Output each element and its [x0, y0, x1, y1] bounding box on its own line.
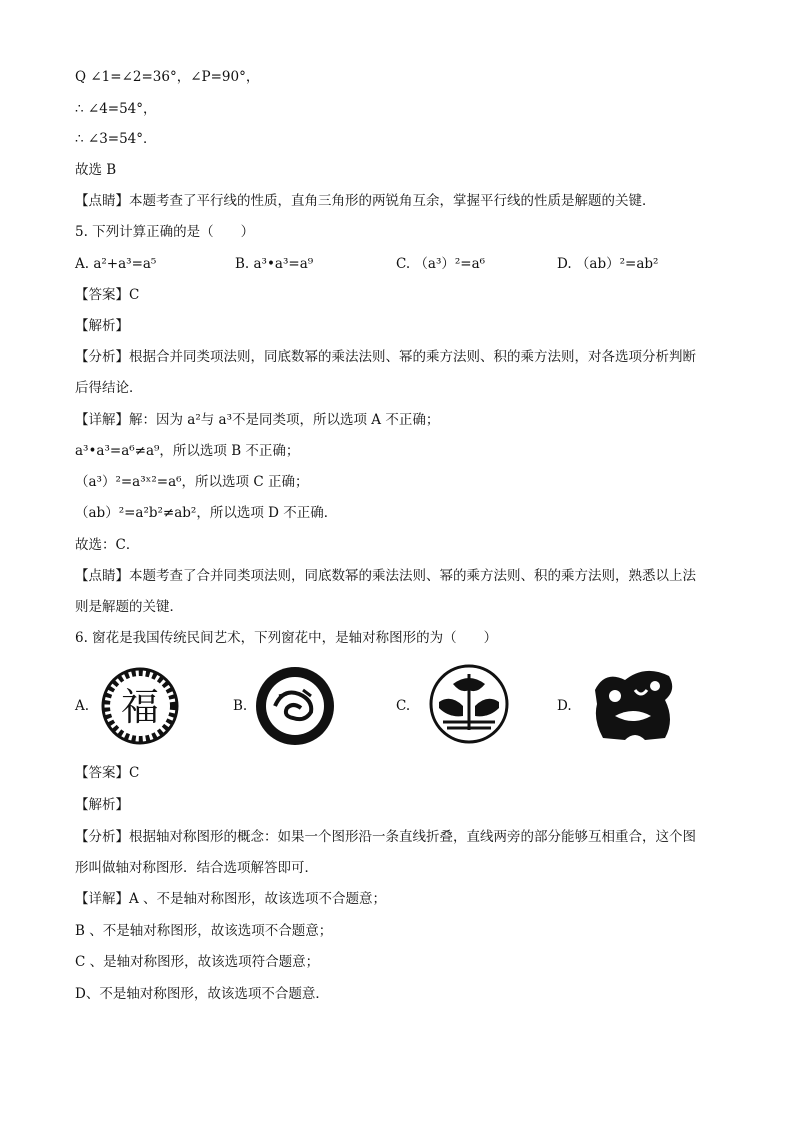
line-23: 【详解】A 、不是轴对称图形，故该选项不合题意； [75, 891, 387, 907]
analysis-5: 【解析】 [75, 318, 129, 334]
answer-6: 【答案】C [75, 765, 140, 781]
line-12: a³•a³=a⁶≠a⁹，所以选项 B 不正确； [75, 443, 300, 459]
line-1: Q ∠1=∠2=36°，∠P=90°， [75, 69, 260, 85]
line-13: （a³）²=a³ˣ²=a⁶，所以选项 C 正确； [75, 474, 309, 490]
svg-text:福: 福 [120, 685, 160, 729]
line-25: C 、是轴对称图形，故该选项符合题意； [75, 954, 320, 970]
line-21: 【分析】根据轴对称图形的概念：如果一个图形沿一条直线折叠，直线两旁的部分能够互相重合，这个图 [75, 829, 696, 845]
ox-papercut-image [585, 660, 681, 746]
q5-option-d: D. （ab）²=ab² [557, 256, 659, 272]
flower-papercut-image [421, 664, 517, 744]
q5-option-b: B. a³•a³=a⁹ [235, 256, 314, 272]
q6-label-c: C. [396, 698, 411, 714]
q6-label-b: B. [233, 698, 248, 714]
line-22: 形叫做轴对称图形．结合选项解答即可． [75, 860, 318, 876]
bird-papercut-image [253, 666, 337, 746]
question-5: 5. 下列计算正确的是（ ） [75, 224, 255, 240]
line-11: 【详解】解：因为 a²与 a³不是同类项，所以选项 A 不正确； [75, 412, 440, 428]
line-10: 后得结论． [75, 380, 143, 396]
line-26: D、不是轴对称图形，故该选项不合题意． [75, 986, 329, 1002]
q5-option-a: A. a²+a³=a⁵ [75, 256, 157, 272]
line-4: 故选 B [75, 162, 117, 178]
question-6: 6. 窗花是我国传统民间艺术，下列窗花中，是轴对称图形的为（ ） [75, 630, 498, 646]
line-16: 【点睛】本题考查了合并同类项法则，同底数幂的乘法法则、幂的乘方法则、积的乘方法则，熟悉以上法 [75, 568, 696, 584]
line-5: 【点睛】本题考查了平行线的性质，直角三角形的两锐角互余，掌握平行线的性质是解题的关键． [75, 193, 656, 209]
analysis-6: 【解析】 [75, 797, 129, 813]
q6-label-d: D. [557, 698, 572, 714]
line-9: 【分析】根据合并同类项法则，同底数幂的乘法法则、幂的乘方法则、积的乘方法则，对各选项分析判断 [75, 349, 696, 365]
line-24: B 、不是轴对称图形，故该选项不合题意； [75, 923, 333, 939]
q6-label-a: A. [75, 698, 90, 714]
line-3: ∴ ∠3=54°． [75, 131, 157, 147]
line-2: ∴ ∠4=54°， [75, 101, 157, 117]
answer-5: 【答案】C [75, 287, 140, 303]
line-15: 故选：C． [75, 537, 140, 553]
line-14: （ab）²=a²b²≠ab²，所以选项 D 不正确． [75, 505, 338, 521]
fu-papercut-image [96, 666, 184, 746]
q5-option-c: C. （a³）²=a⁶ [396, 256, 486, 272]
line-17: 则是解题的关键． [75, 599, 183, 615]
